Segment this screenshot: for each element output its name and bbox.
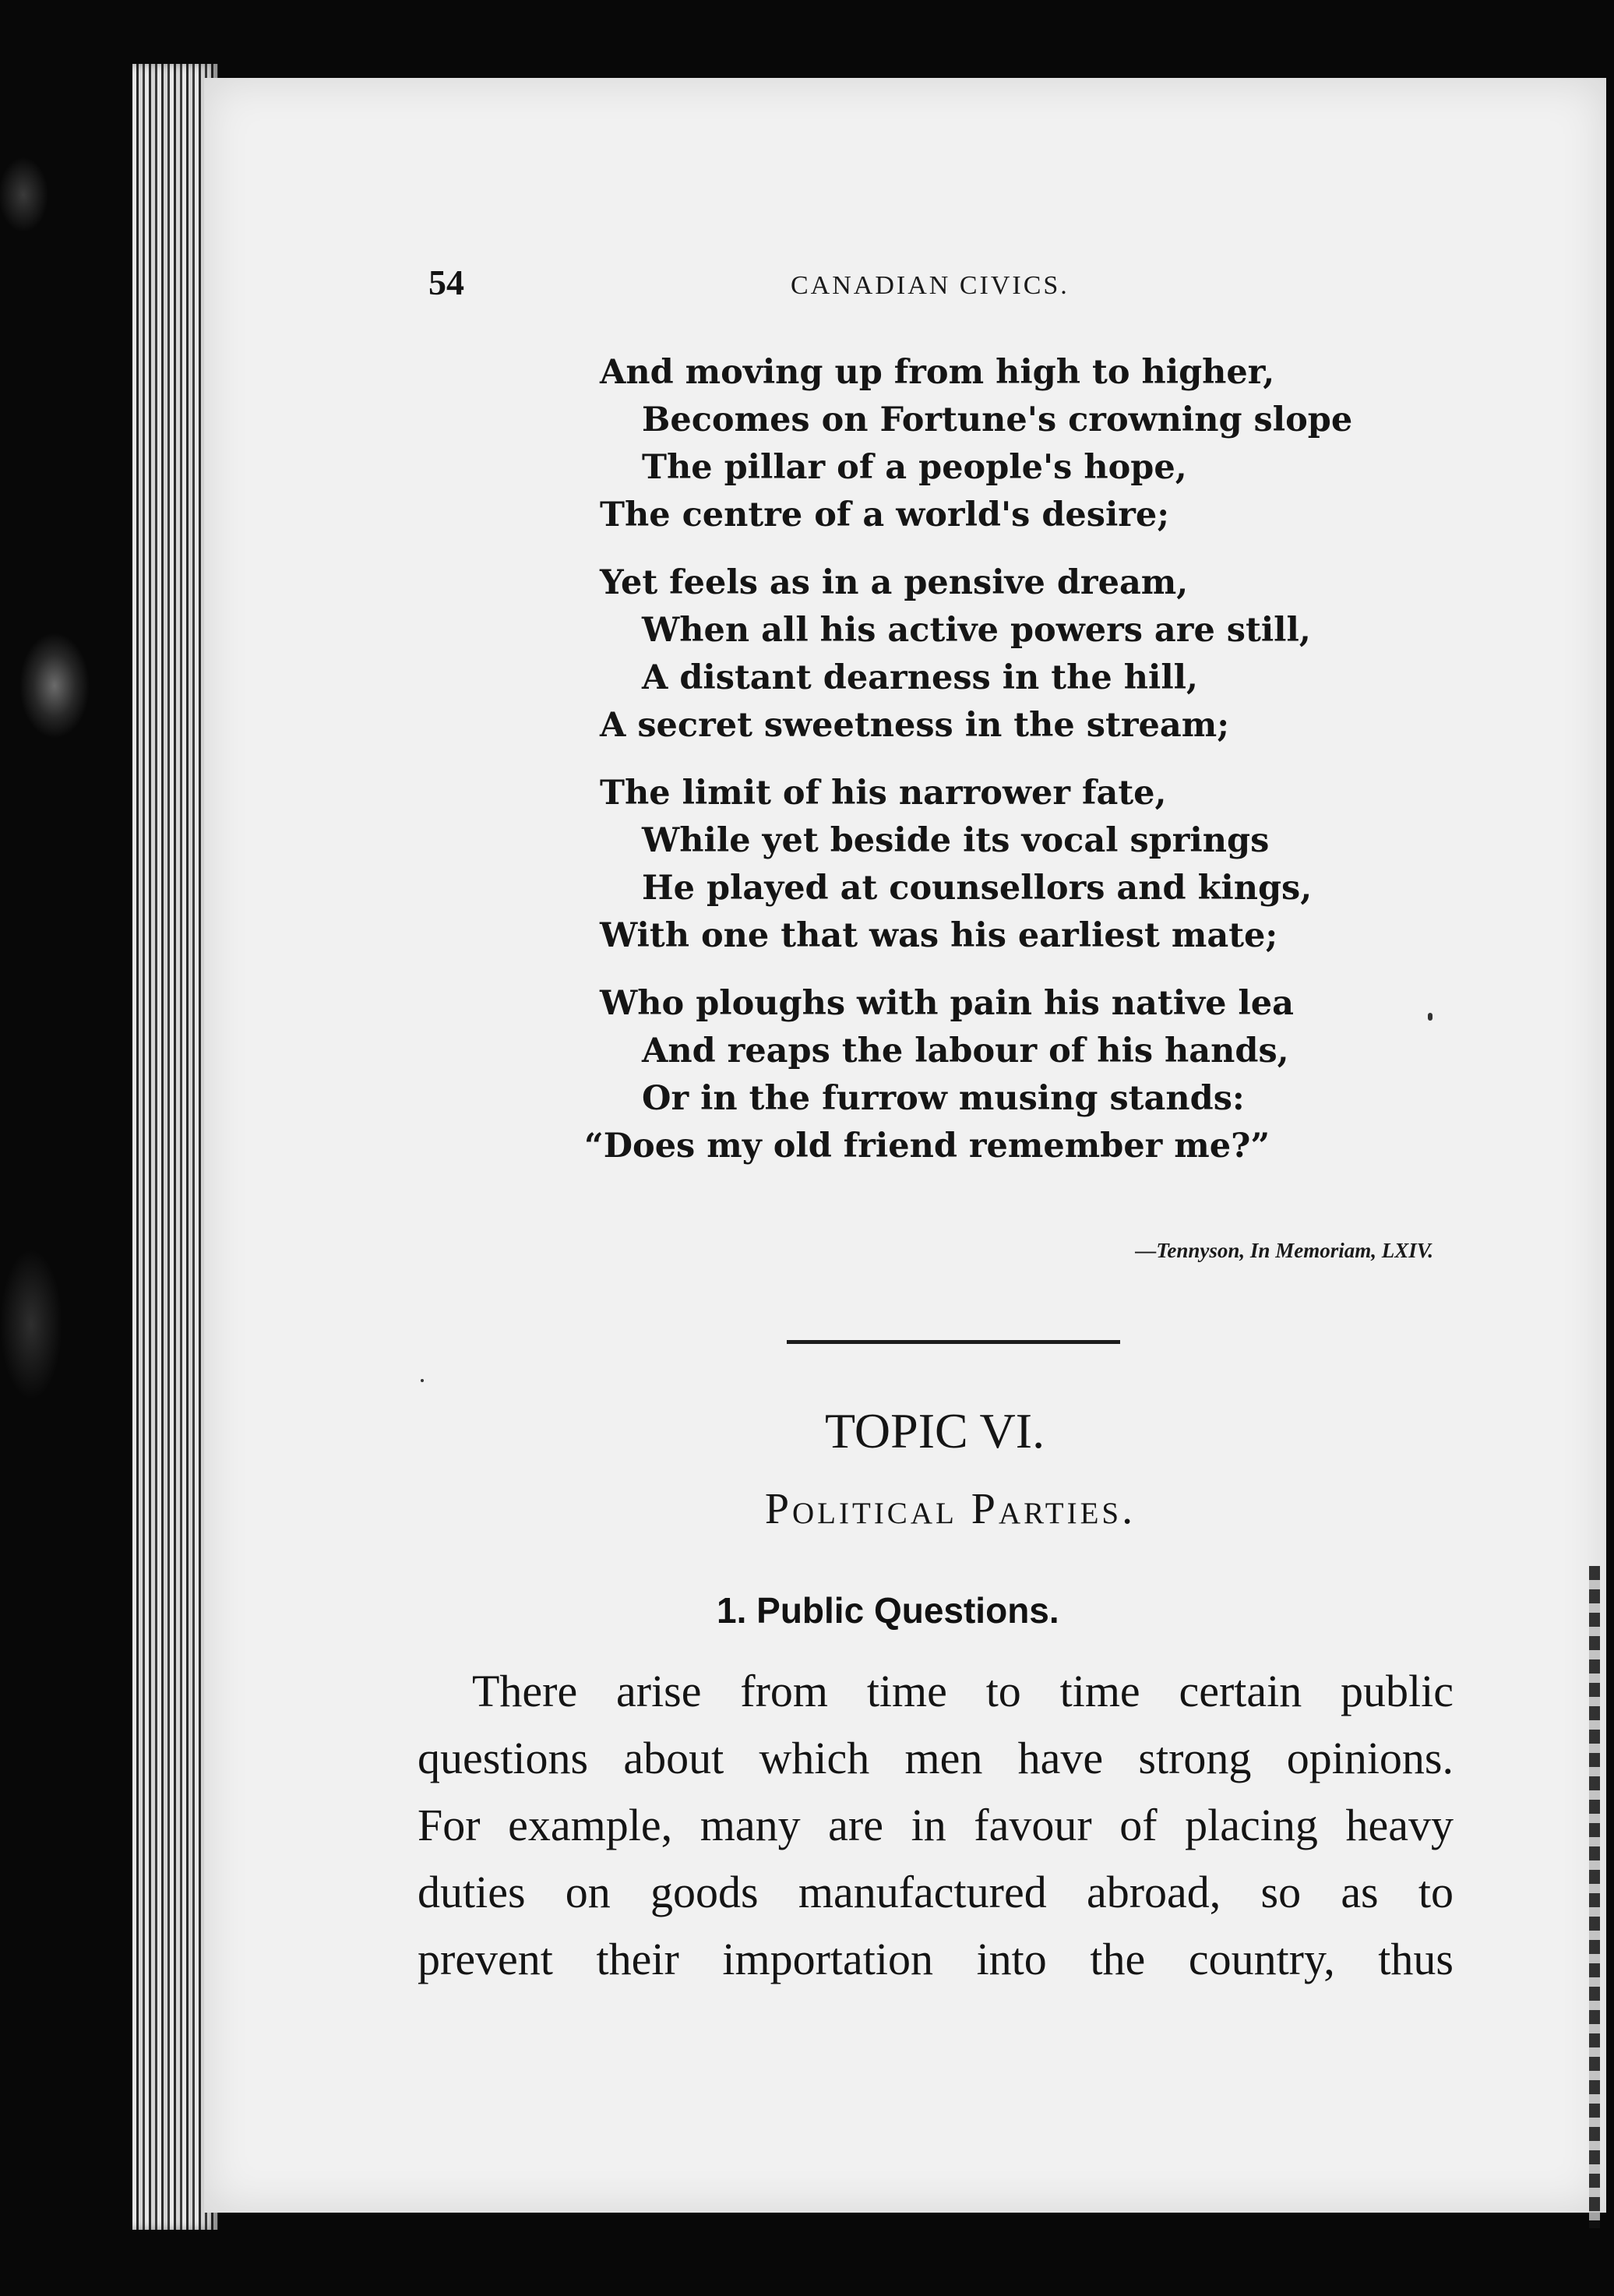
poem-line: When all his active powers are still, bbox=[642, 611, 1311, 650]
poem-line: The limit of his narrower fate, bbox=[600, 774, 1167, 813]
poem-line: And moving up from high to higher, bbox=[600, 353, 1275, 392]
body-line: For example, many are in favour of placing heavy bbox=[418, 1800, 1454, 1850]
running-head: CANADIAN CIVICS. bbox=[791, 271, 1070, 300]
poem-stanza bbox=[584, 980, 1457, 1170]
scan-speck bbox=[421, 1379, 424, 1382]
poem-line: A secret sweetness in the stream; bbox=[600, 706, 1230, 745]
poem-line: And reaps the labour of his hands, bbox=[642, 1032, 1289, 1070]
poem-line: The centre of a world's desire; bbox=[600, 496, 1170, 534]
poem-stanza bbox=[600, 349, 1457, 539]
body-line: duties on goods manufactured abroad, so as to bbox=[418, 1867, 1454, 1917]
body-paragraph bbox=[418, 1658, 1454, 1993]
body-line: prevent their importation into the country, thus bbox=[418, 1934, 1454, 1984]
poem-stanza bbox=[600, 770, 1457, 960]
poem-line: With one that was his earliest mate; bbox=[600, 916, 1278, 955]
scan-speck bbox=[1428, 1013, 1433, 1021]
poem-line: The pillar of a people's hope, bbox=[642, 448, 1187, 487]
topic-title: TOPIC VI. bbox=[824, 1403, 1045, 1458]
poem-line: Yet feels as in a pensive dream, bbox=[600, 563, 1189, 602]
body-line: There arise from time to time certain public bbox=[472, 1666, 1454, 1716]
topic-subtitle: Political Parties. bbox=[764, 1485, 1136, 1533]
page-number: 54 bbox=[428, 263, 464, 302]
section-heading: 1. Public Questions. bbox=[717, 1590, 1059, 1631]
poem-line: Or in the furrow musing stands: bbox=[642, 1079, 1245, 1118]
poem-line: Who ploughs with pain his native lea bbox=[600, 984, 1294, 1023]
poem-line: While yet beside its vocal springs bbox=[642, 821, 1270, 860]
poem-attribution: —Tennyson, In Memoriam, LXIV. bbox=[1135, 1239, 1433, 1262]
right-page-edge bbox=[1589, 1566, 1600, 2228]
poem-line: Becomes on Fortune's crowning slope bbox=[642, 400, 1353, 439]
body-line: questions about which men have strong opinions. bbox=[418, 1733, 1454, 1783]
poem-line: A distant dearness in the hill, bbox=[642, 658, 1198, 697]
poem-line: He played at counsellors and kings, bbox=[642, 869, 1313, 908]
poem-stanza bbox=[600, 559, 1457, 749]
section-divider-rule bbox=[787, 1340, 1120, 1344]
poem bbox=[584, 349, 1457, 1190]
poem-line: “Does my old friend remember me?” bbox=[584, 1127, 1270, 1166]
